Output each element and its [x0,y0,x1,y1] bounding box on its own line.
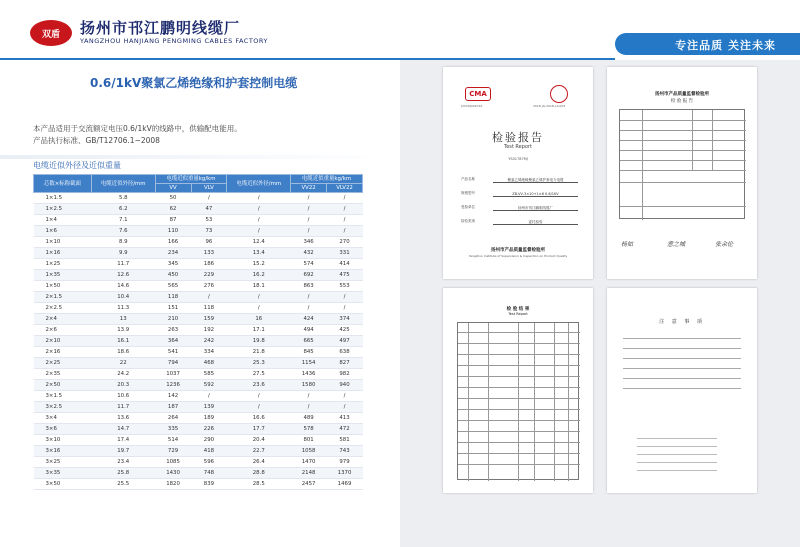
field-label: 检验类别 [461,219,475,223]
left-page [0,60,400,547]
table-cell: 12.4 [227,237,291,248]
col-header-od-vv22: 电缆近似外径/mm [227,175,291,193]
field-value: 聚氯乙烯绝缘聚氯乙烯护套电力电缆 [493,178,578,183]
table-row [34,468,363,479]
table-cell: 8.9 [91,237,155,248]
table-cell: 1469 [327,479,363,490]
table-cell: 28.8 [227,468,291,479]
table-cell: 3×6 [34,424,92,435]
table-row [34,281,363,292]
table-row [34,435,363,446]
table-cell: 12.6 [91,270,155,281]
table-cell: 11.7 [91,259,155,270]
table-cell: 2×2.5 [34,303,92,314]
table-cell: 25.8 [91,468,155,479]
table-cell: 73 [191,226,227,237]
company-name-en: YANGZHOU HANJIANG PENGMING CABLES FACTORY [80,37,268,45]
table-cell: 665 [291,336,327,347]
table-cell: 242 [191,336,227,347]
table-cell: / [327,402,363,413]
table-title: 电缆近似外径及近似重量 [33,161,121,170]
table-cell: 187 [155,402,191,413]
table-cell: 374 [327,314,363,325]
table-cell: / [327,303,363,314]
table-cell: 25.5 [91,479,155,490]
table-cell: 475 [327,270,363,281]
table-row [34,314,363,325]
table-cell: 17.7 [227,424,291,435]
table-cell: 3×2.5 [34,402,92,413]
table-cell: / [291,303,327,314]
table-cell: 96 [191,237,227,248]
table-cell: / [291,402,327,413]
signature-2: 意之城 [667,241,686,248]
table-cell: 151 [155,303,191,314]
results-title-en: Test Report [508,312,528,316]
table-cell: 20.3 [91,380,155,391]
table-cell: / [227,204,291,215]
table-cell: 11.3 [91,303,155,314]
table-cell: 1580 [291,380,327,391]
table-cell: 2148 [291,468,327,479]
table-cell: 794 [155,358,191,369]
table-row [34,215,363,226]
table-cell: / [227,226,291,237]
report-cover [443,67,593,279]
table-cell: 2×6 [34,325,92,336]
table-cell: 87 [155,215,191,226]
logo-text: 双盾 [41,29,60,40]
field-client [461,205,579,215]
table-cell: / [327,226,363,237]
table-cell: 5.8 [91,193,155,204]
table-cell: 13.4 [227,248,291,259]
col-subheader-vv22: VV22 [291,184,327,193]
table-cell: 118 [155,292,191,303]
table-cell: 16.6 [227,413,291,424]
table-cell: / [191,193,227,204]
product-description: 本产品适用于交流额定电压0.6/1kV的线路中，供输配电能用。 [33,124,242,133]
table-row [34,369,363,380]
table-cell: 940 [327,380,363,391]
table-cell: 10.6 [91,391,155,402]
col-subheader-vlv22: VLV22 [327,184,363,193]
table-cell: 20.4 [227,435,291,446]
table-row [34,413,363,424]
table-cell: 574 [291,259,327,270]
table-cell: 413 [327,413,363,424]
table-cell: 827 [327,358,363,369]
table-cell: 133 [191,248,227,259]
table-cell: 331 [327,248,363,259]
table-cell: 19.8 [227,336,291,347]
field-value: 委托检验 [493,220,578,225]
cal-seal-icon [550,85,568,103]
signature-3: 张余伦 [715,241,734,248]
table-cell: 638 [327,347,363,358]
table-cell: 2×50 [34,380,92,391]
table-cell: 692 [291,270,327,281]
table-cell: 50 [155,193,191,204]
table-cell: 541 [155,347,191,358]
table-cell: 19.7 [91,446,155,457]
report-results [443,288,593,493]
page-header [0,0,800,60]
table-cell: 585 [191,369,227,380]
table-cell: 13 [91,314,155,325]
table-cell: 472 [327,424,363,435]
table-cell: 139 [191,402,227,413]
field-label: 受检单位 [461,205,475,209]
table-row [34,303,363,314]
field-label: 产品名称 [461,177,475,181]
table-cell: 17.4 [91,435,155,446]
table-cell: 863 [291,281,327,292]
table-cell: / [327,204,363,215]
table-cell: / [191,391,227,402]
signature-1: 杨如 [621,241,634,248]
table-cell: 729 [155,446,191,457]
col-subheader-vlv: VLV [191,184,227,193]
table-cell: 16 [227,314,291,325]
field-kind [461,219,579,229]
company-logo [30,20,72,46]
table-row [34,457,363,468]
table-cell: 1×10 [34,237,92,248]
table-cell: / [227,193,291,204]
table-cell: 801 [291,435,327,446]
table-cell: 7.6 [91,226,155,237]
table-cell: 166 [155,237,191,248]
issuing-org-en: Yangzhou Institute of Supervision & Inspection on Product Quality [468,254,568,258]
table-cell: 26.4 [227,457,291,468]
table-cell: 2457 [291,479,327,490]
table-cell: 10.4 [91,292,155,303]
table-cell: 3×10 [34,435,92,446]
table-cell: 3×4 [34,413,92,424]
table-cell: 364 [155,336,191,347]
table-cell: 14.7 [91,424,155,435]
table-cell: 418 [191,446,227,457]
table-cell: 3×1.5 [34,391,92,402]
table-cell: 6.2 [91,204,155,215]
table-cell: 414 [327,259,363,270]
report-title: 检验报告 [492,131,544,144]
spec-table [33,174,363,490]
table-cell: 9.9 [91,248,155,259]
table-cell: 450 [155,270,191,281]
table-cell: / [291,215,327,226]
table-cell: 1037 [155,369,191,380]
table-cell: 14.6 [91,281,155,292]
issuing-org: 扬州市产品质量监督检验所 [491,248,545,253]
table-cell: 27.5 [227,369,291,380]
table-cell: 424 [291,314,327,325]
table-cell: / [327,292,363,303]
table-cell: 979 [327,457,363,468]
results-title: 检 验 结 果 [506,307,530,312]
table-cell: 15.2 [227,259,291,270]
table-cell: 1058 [291,446,327,457]
table-cell: 234 [155,248,191,259]
table-cell: 494 [291,325,327,336]
table-cell: 3×35 [34,468,92,479]
table-cell: 1436 [291,369,327,380]
table-cell: 1470 [291,457,327,468]
table-cell: 210 [155,314,191,325]
table-cell: 3×16 [34,446,92,457]
table-cell: 17.1 [227,325,291,336]
table-row [34,193,363,204]
table-row [34,248,363,259]
table-cell: / [327,215,363,226]
table-cell: 13.9 [91,325,155,336]
table-cell: 110 [155,226,191,237]
table-cell: 514 [155,435,191,446]
table-cell: 23.4 [91,457,155,468]
table-cell: / [291,204,327,215]
right-page [400,60,800,547]
table-row [34,446,363,457]
table-cell: 270 [327,237,363,248]
table-cell: 565 [155,281,191,292]
field-label: 规格型号 [461,191,475,195]
report-title-en: Test Report [503,144,532,150]
table-cell: 1370 [327,468,363,479]
table-cell: 264 [155,413,191,424]
table-cell: 22.7 [227,446,291,457]
table-cell: 11.7 [91,402,155,413]
table-cell: 24.2 [91,369,155,380]
table-cell: 1×2.5 [34,204,92,215]
table-row [34,270,363,281]
table-cell: 2×1.5 [34,292,92,303]
table-cell: 1154 [291,358,327,369]
table-cell: / [291,226,327,237]
summary-title: 检 验 报 告 [670,99,694,104]
report-notes [607,288,757,493]
table-cell: 28.5 [227,479,291,490]
table-row [34,391,363,402]
table-cell: 743 [327,446,363,457]
table-row [34,358,363,369]
table-cell: 263 [155,325,191,336]
table-cell: 23.6 [227,380,291,391]
field-model [461,191,579,201]
table-cell: 1×16 [34,248,92,259]
table-cell: 578 [291,424,327,435]
table-row [34,204,363,215]
table-cell: / [191,292,227,303]
field-value: 扬州市邗江鹏明线缆厂 [493,206,578,211]
table-cell: 118 [191,303,227,314]
table-row [34,424,363,435]
table-cell: 3×50 [34,479,92,490]
table-cell: / [291,292,327,303]
table-cell: 142 [155,391,191,402]
cma-badge: CMA [465,87,491,101]
table-cell: 553 [327,281,363,292]
table-row [34,259,363,270]
col-header-od-vv: 电缆近似外径/mm [91,175,155,193]
table-cell: 2×16 [34,347,92,358]
table-cell: 468 [191,358,227,369]
table-row [34,325,363,336]
table-cell: 2×10 [34,336,92,347]
table-row [34,292,363,303]
table-cell: 226 [191,424,227,435]
table-cell: 432 [291,248,327,259]
table-cell: 290 [191,435,227,446]
table-cell: 839 [191,479,227,490]
decor-band [0,155,400,159]
summary-grid [619,109,745,219]
col-header-weight-vv22: 电缆近似重量kg/km [291,175,363,184]
table-cell: 22 [91,358,155,369]
slogan: 专注品质 关注未来 [675,39,776,52]
product-standard: 产品执行标准、GB/T12706.1~2008 [33,136,160,145]
table-cell: 489 [291,413,327,424]
cma-code: [2018]000742 [461,104,483,108]
table-row [34,380,363,391]
table-cell: / [227,215,291,226]
table-row [34,347,363,358]
table-cell: 1820 [155,479,191,490]
report-number: YS01787MJ [508,157,528,161]
table-cell: 748 [191,468,227,479]
table-cell: 1430 [155,468,191,479]
table-cell: 13.6 [91,413,155,424]
table-cell: 345 [155,259,191,270]
table-cell: 1×1.5 [34,193,92,204]
table-cell: 186 [191,259,227,270]
table-row [34,336,363,347]
table-cell: 2×25 [34,358,92,369]
table-cell: 276 [191,281,227,292]
table-cell: 189 [191,413,227,424]
table-cell: 1×6 [34,226,92,237]
table-cell: 7.1 [91,215,155,226]
cal-code: 2018-JG-2018-LX-003 [533,104,566,108]
table-cell: / [227,391,291,402]
table-cell: / [227,303,291,314]
table-row [34,402,363,413]
notes-title: 注 意 事 项 [659,319,705,325]
summary-org: 扬州市产品质量监督检验所 [655,92,709,97]
table-cell: 581 [327,435,363,446]
table-cell: / [327,193,363,204]
table-cell: 53 [191,215,227,226]
product-title: 0.6/1kV聚氯乙烯绝缘和护套控制电缆 [90,76,298,90]
report-summary [607,67,757,279]
table-cell: 3×25 [34,457,92,468]
table-cell: / [327,391,363,402]
table-cell: 18.1 [227,281,291,292]
table-cell: 334 [191,347,227,358]
table-cell: 47 [191,204,227,215]
field-value: ZB-VV-3×10+1×6 0.6/1KV [493,192,578,197]
table-row [34,479,363,490]
table-cell: 21.8 [227,347,291,358]
field-product [461,177,579,187]
table-cell: / [227,402,291,413]
table-cell: 1×35 [34,270,92,281]
table-cell: 159 [191,314,227,325]
table-row [34,237,363,248]
table-cell: 16.1 [91,336,155,347]
col-header-weight-vv: 电缆近似重量kg/km [155,175,227,184]
table-cell: 346 [291,237,327,248]
table-cell: 1236 [155,380,191,391]
table-cell: 592 [191,380,227,391]
table-cell: 335 [155,424,191,435]
table-cell: 25.3 [227,358,291,369]
results-grid [457,322,579,480]
table-cell: 596 [191,457,227,468]
table-cell: 1×50 [34,281,92,292]
table-row [34,226,363,237]
table-cell: 425 [327,325,363,336]
table-cell: 62 [155,204,191,215]
col-header-core: 芯数×标称截面 [34,175,92,193]
table-cell: / [227,292,291,303]
table-cell: 18.6 [91,347,155,358]
table-cell: 497 [327,336,363,347]
table-cell: 2×4 [34,314,92,325]
table-cell: 192 [191,325,227,336]
table-cell: / [291,193,327,204]
table-cell: 1×25 [34,259,92,270]
table-cell: 1×4 [34,215,92,226]
table-cell: / [291,391,327,402]
company-name: 扬州市邗江鹏明线缆厂 [80,19,241,37]
table-cell: 1085 [155,457,191,468]
col-subheader-vv: VV [155,184,191,193]
table-cell: 982 [327,369,363,380]
table-cell: 845 [291,347,327,358]
table-cell: 16.2 [227,270,291,281]
table-cell: 229 [191,270,227,281]
table-cell: 2×35 [34,369,92,380]
